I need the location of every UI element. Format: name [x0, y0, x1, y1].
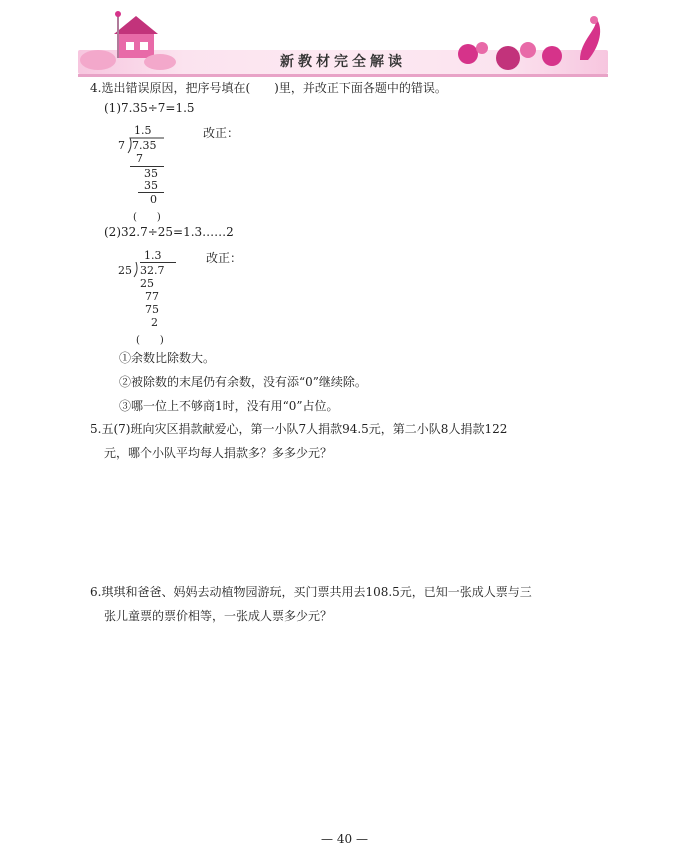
q4-part1-dividend: 7.35 — [132, 139, 157, 152]
q4-part1-step2: 35 — [144, 167, 158, 180]
q4-part1-divisor: 7 — [118, 139, 125, 152]
q5-line2: 元，哪个小队平均每人捐款多？多多少元？ — [104, 446, 333, 460]
header-title: 新教材完全解读 — [280, 54, 406, 70]
q4-part2-quotient-rule — [140, 262, 176, 263]
q4-part1-step1: 7 — [136, 152, 143, 165]
q4-part2-remainder: 2 — [151, 316, 158, 329]
q4-part1-label: (1)7.35÷7=1.5 — [104, 101, 195, 115]
q4-reason-3: ③哪一位上不够商1时，没有用“0”占位。 — [119, 399, 339, 413]
q4-part1-correct-label: 改正： — [203, 126, 240, 140]
q4-part2-answer-paren[interactable]: ( ) — [136, 335, 164, 346]
q4-part2-step1: 25 — [140, 277, 154, 290]
page-header — [78, 10, 608, 76]
q4-part2-step3: 75 — [145, 303, 159, 316]
q6-line2: 张儿童票的票价相等，一张成人票多少元？ — [104, 609, 333, 623]
q4-part2-step2: 77 — [145, 290, 159, 303]
q4-part2-quotient: 1.3 — [144, 249, 162, 262]
q4-reason-1: ①余数比除数大。 — [119, 351, 216, 365]
q4-part1-answer-paren[interactable]: ( ) — [133, 212, 161, 223]
q6-line1: 6.琪琪和爸爸、妈妈去动植物园游玩，买门票共用去108.5元，已知一张成人票与三 — [90, 585, 532, 599]
q5-line1: 5.五(7)班向灾区捐款献爱心，第一小队7人捐款94.5元，第二小队8人捐款122 — [90, 422, 508, 436]
q4-part1-quotient: 1.5 — [134, 124, 152, 137]
q4-reason-2: ②被除数的末尾仍有余数，没有添“0”继续除。 — [119, 375, 367, 389]
header-rule — [78, 74, 608, 77]
q5-answer-area[interactable] — [90, 466, 610, 576]
q4-prompt: 4.选出错误原因，把序号填在( )里，并改正下面各题中的错误。 — [90, 81, 447, 95]
q4-part1-remainder: 0 — [150, 193, 157, 206]
q4-part2-label: (2)32.7÷25=1.3……2 — [104, 225, 234, 239]
q4-part1-step3: 35 — [144, 179, 158, 192]
q6-answer-area[interactable] — [90, 630, 610, 820]
q4-part2-divisor: 25 — [118, 264, 132, 277]
q4-part2-correct-label: 改正： — [206, 251, 243, 265]
page-number: — 40 — — [321, 832, 368, 846]
q4-part2-dividend: 32.7 — [140, 264, 165, 277]
